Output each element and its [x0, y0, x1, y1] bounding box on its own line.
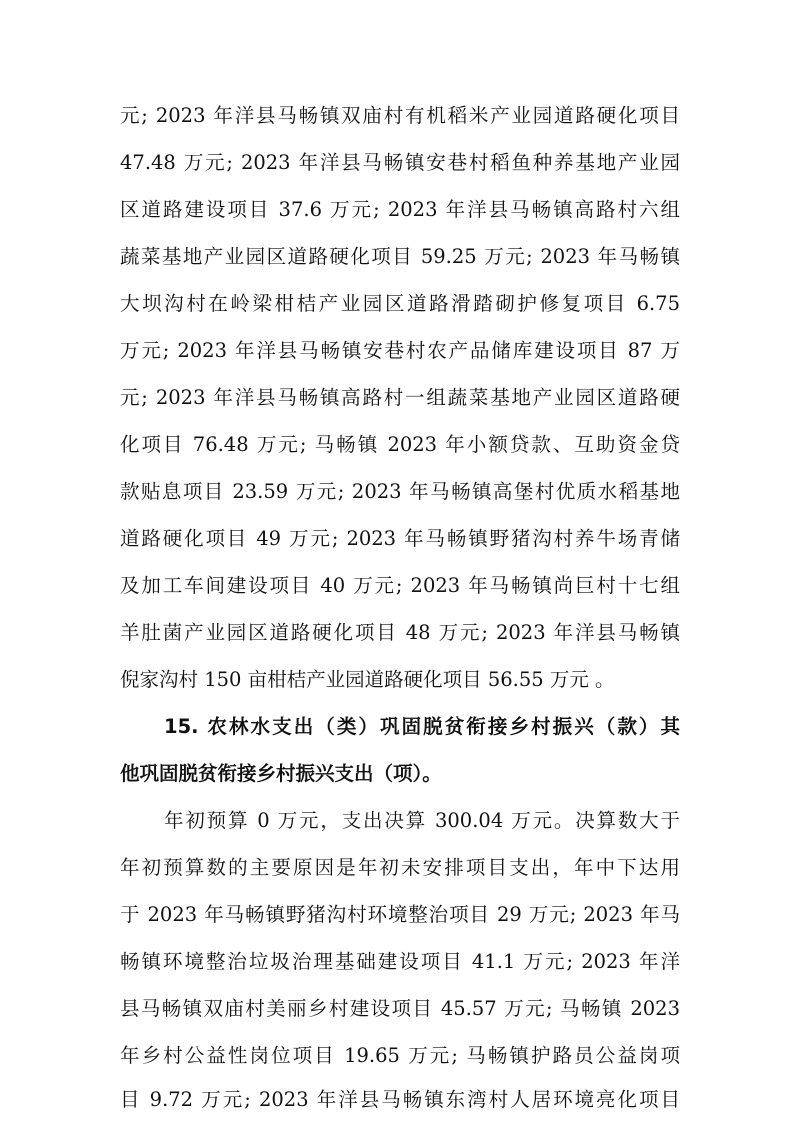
body-line: 大坝沟村在岭梁柑桔产业园区道路滑踏砌护修复项目 6.75 — [120, 292, 680, 315]
body-line: 区道路建设项目 37.6 万元; 2023 年洋县马畅镇高路村六组 — [120, 198, 680, 221]
body-line: 化项目 76.48 万元; 马畅镇 2023 年小额贷款、互助资金贷 — [120, 433, 680, 456]
body-line: 及加工车间建设项目 40 万元; 2023 年马畅镇尚巨村十七组 — [120, 574, 680, 597]
section-heading: 15. 农林水支出（类）巩固脱贫衔接乡村振兴（款）其 — [164, 715, 680, 738]
body-line: 万元; 2023 年洋县马畅镇安巷村农产品储库建设项目 87 万 — [120, 339, 680, 362]
body-line: 于 2023 年马畅镇野猪沟村环境整治项目 29 万元; 2023 年马 — [120, 903, 680, 926]
body-line: 县马畅镇双庙村美丽乡村建设项目 45.57 万元; 马畅镇 2023 — [120, 997, 680, 1020]
section-heading: 他巩固脱贫衔接乡村振兴支出（项）。 — [120, 762, 442, 785]
body-line: 道路硬化项目 49 万元; 2023 年马畅镇野猪沟村养牛场青储 — [120, 527, 680, 550]
body-line: 元; 2023 年洋县马畅镇双庙村有机稻米产业园道路硬化项目 — [120, 104, 680, 127]
body-line: 羊肚菌产业园区道路硬化项目 48 万元; 2023 年洋县马畅镇 — [120, 621, 680, 644]
body-line: 47.48 万元; 2023 年洋县马畅镇安巷村稻鱼种养基地产业园 — [120, 151, 680, 174]
body-line: 倪家沟村 150 亩柑桔产业园道路硬化项目 56.55 万元 。 — [120, 668, 615, 691]
body-line: 年初预算数的主要原因是年初未安排项目支出，年中下达用 — [120, 856, 680, 879]
body-line: 目 9.72 万元; 2023 年洋县马畅镇东湾村人居环境亮化项目 — [120, 1088, 680, 1111]
body-line: 畅镇环境整治垃圾治理基础建设项目 41.1 万元; 2023 年洋 — [120, 950, 680, 973]
body-line: 款贴息项目 23.59 万元; 2023 年马畅镇高堡村优质水稻基地 — [120, 480, 680, 503]
body-line: 蔬菜基地产业园区道路硬化项目 59.25 万元; 2023 年马畅镇 — [120, 245, 680, 268]
body-line: 年初预算 0 万元，支出决算 300.04 万元。决算数大于 — [164, 809, 680, 832]
body-line: 元; 2023 年洋县马畅镇高路村一组蔬菜基地产业园区道路硬 — [120, 386, 680, 409]
body-line: 年乡村公益性岗位项目 19.65 万元; 马畅镇护路员公益岗项 — [120, 1044, 680, 1067]
